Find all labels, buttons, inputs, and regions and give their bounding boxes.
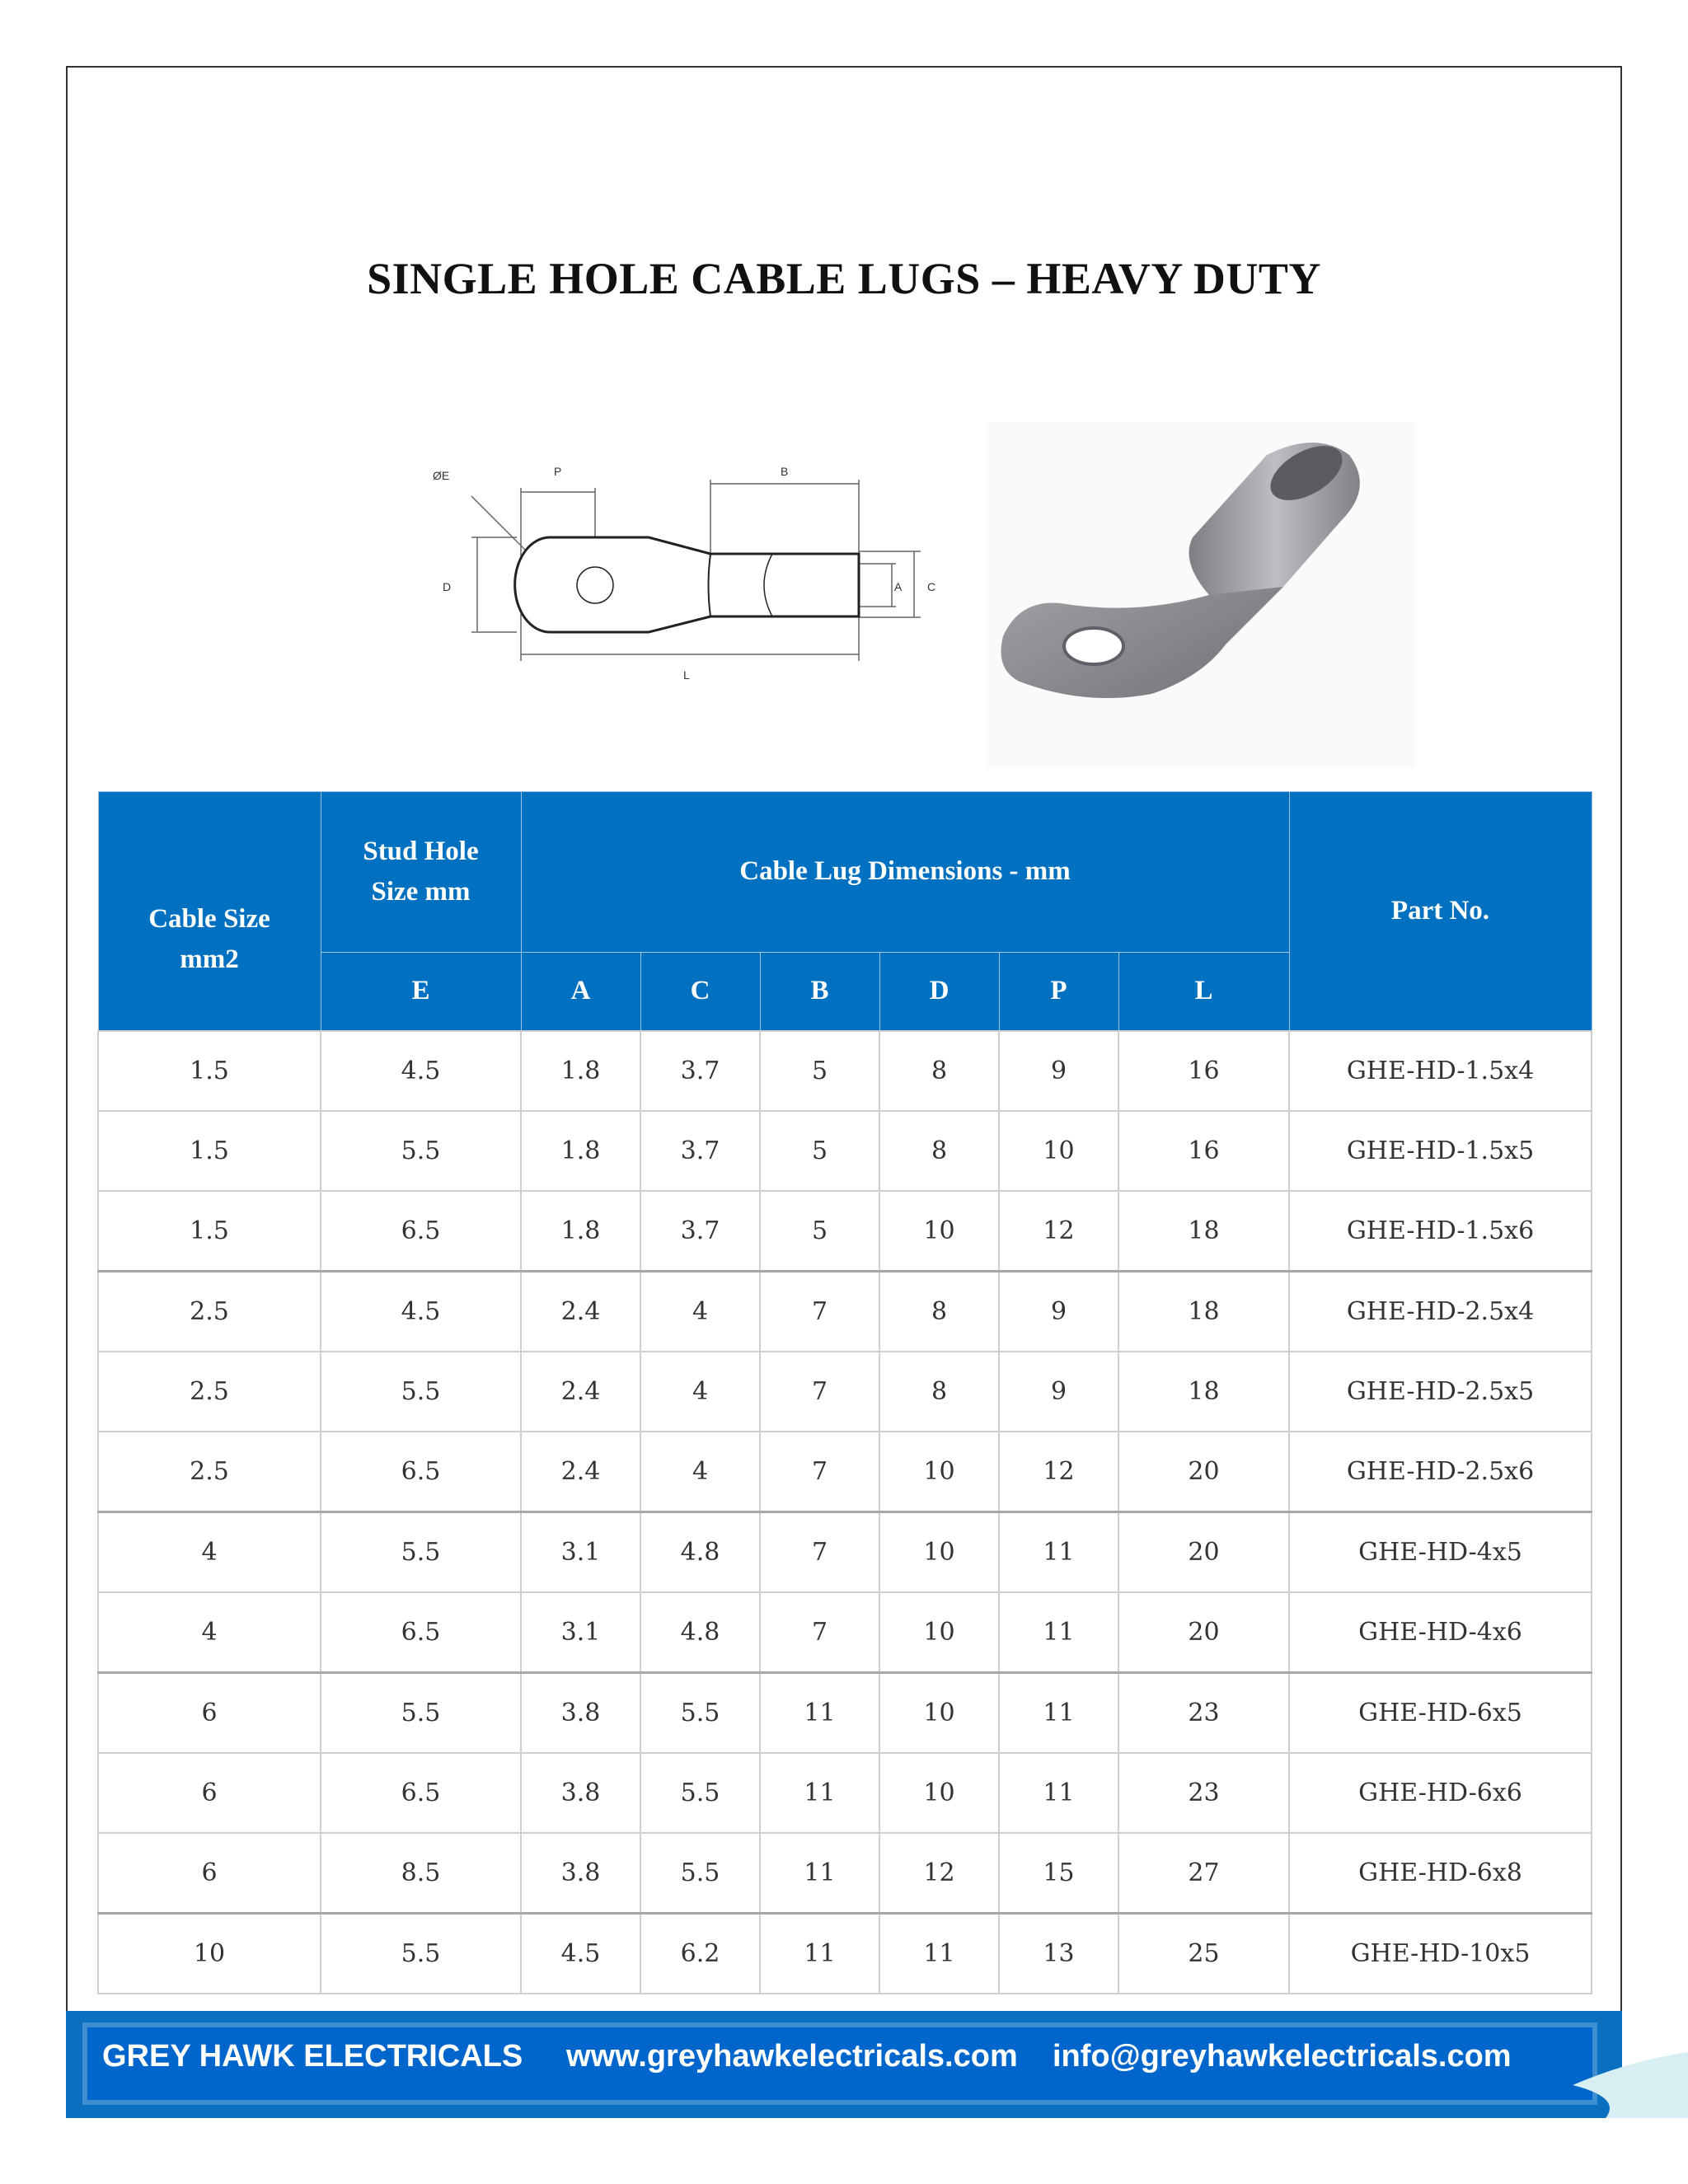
cell-e: 5.5 xyxy=(321,1913,521,1994)
cell-l: 27 xyxy=(1118,1833,1289,1914)
cell-e: 5.5 xyxy=(321,1511,521,1592)
cell-p: 9 xyxy=(999,1352,1118,1432)
cell-p: 12 xyxy=(999,1191,1118,1272)
cell-e: 6.5 xyxy=(321,1432,521,1512)
cable-lug-spec-table xyxy=(97,791,1592,1994)
cell-l: 16 xyxy=(1118,1111,1289,1191)
diagram-label-l: L xyxy=(683,668,690,682)
cell-c: 4.8 xyxy=(640,1511,760,1592)
cell-part-no: GHE-HD-2.5x4 xyxy=(1289,1271,1592,1352)
table-row xyxy=(98,1913,1592,1994)
page-title: SINGLE HOLE CABLE LUGS – HEAVY DUTY xyxy=(367,254,1321,303)
header-l: L xyxy=(1118,953,1289,1031)
header-e: E xyxy=(321,953,521,1031)
cell-cable-size: 1.5 xyxy=(98,1191,321,1272)
table-row xyxy=(98,1271,1592,1352)
diagram-label-p: P xyxy=(554,465,562,478)
cell-a: 1.8 xyxy=(521,1191,640,1272)
cell-d: 10 xyxy=(879,1432,999,1512)
cell-cable-size: 4 xyxy=(98,1511,321,1592)
diagram-label-c: C xyxy=(927,580,936,593)
cell-cable-size: 2.5 xyxy=(98,1271,321,1352)
cell-a: 2.4 xyxy=(521,1271,640,1352)
header-p: P xyxy=(999,953,1118,1031)
header-stud-hole: Stud Hole Size mm xyxy=(321,792,521,953)
cell-c: 3.7 xyxy=(640,1031,760,1111)
header-c: C xyxy=(640,953,760,1031)
cell-l: 25 xyxy=(1118,1913,1289,1994)
cell-cable-size: 4 xyxy=(98,1592,321,1673)
cell-d: 10 xyxy=(879,1511,999,1592)
cell-d: 8 xyxy=(879,1271,999,1352)
cell-cable-size: 6 xyxy=(98,1753,321,1833)
cell-p: 9 xyxy=(999,1031,1118,1111)
cell-l: 18 xyxy=(1118,1271,1289,1352)
footer-website[interactable]: www.greyhawkelectricals.com xyxy=(566,2039,1018,2074)
cell-p: 11 xyxy=(999,1592,1118,1673)
cell-cable-size: 2.5 xyxy=(98,1432,321,1512)
table-row xyxy=(98,1592,1592,1673)
lug-dimension-diagram xyxy=(426,455,954,710)
header-a: A xyxy=(521,953,640,1031)
cell-p: 13 xyxy=(999,1913,1118,1994)
cell-part-no: GHE-HD-4x6 xyxy=(1289,1592,1592,1673)
table-row xyxy=(98,1432,1592,1512)
cell-cable-size: 6 xyxy=(98,1672,321,1753)
cell-p: 11 xyxy=(999,1753,1118,1833)
cell-c: 3.7 xyxy=(640,1191,760,1272)
cell-a: 2.4 xyxy=(521,1352,640,1432)
cell-d: 12 xyxy=(879,1833,999,1914)
cell-p: 11 xyxy=(999,1672,1118,1753)
cell-e: 5.5 xyxy=(321,1672,521,1753)
diagram-label-e: ØE xyxy=(433,469,450,482)
cell-d: 11 xyxy=(879,1913,999,1994)
cell-l: 18 xyxy=(1118,1352,1289,1432)
decorative-swoosh-icon xyxy=(1573,2052,1688,2118)
cell-e: 4.5 xyxy=(321,1031,521,1111)
cell-part-no: GHE-HD-1.5x6 xyxy=(1289,1191,1592,1272)
cell-part-no: GHE-HD-10x5 xyxy=(1289,1913,1592,1994)
cell-c: 6.2 xyxy=(640,1913,760,1994)
cell-cable-size: 1.5 xyxy=(98,1111,321,1191)
cell-part-no: GHE-HD-2.5x5 xyxy=(1289,1352,1592,1432)
table-row xyxy=(98,1191,1592,1272)
cell-cable-size: 1.5 xyxy=(98,1031,321,1111)
cell-a: 3.8 xyxy=(521,1672,640,1753)
footer-banner xyxy=(82,2022,1597,2105)
cell-e: 6.5 xyxy=(321,1753,521,1833)
cell-c: 4.8 xyxy=(640,1592,760,1673)
cell-b: 11 xyxy=(760,1833,879,1914)
cell-c: 4 xyxy=(640,1271,760,1352)
cell-p: 12 xyxy=(999,1432,1118,1512)
cell-c: 5.5 xyxy=(640,1753,760,1833)
cell-a: 3.1 xyxy=(521,1511,640,1592)
cell-e: 8.5 xyxy=(321,1833,521,1914)
cell-p: 10 xyxy=(999,1111,1118,1191)
footer-company: GREY HAWK ELECTRICALS xyxy=(102,2039,523,2074)
cell-part-no: GHE-HD-1.5x5 xyxy=(1289,1111,1592,1191)
table-row xyxy=(98,1111,1592,1191)
cable-lug-photo-icon xyxy=(987,422,1415,768)
table-row xyxy=(98,1352,1592,1432)
diagram-label-b: B xyxy=(781,465,789,478)
cell-d: 10 xyxy=(879,1592,999,1673)
cell-e: 5.5 xyxy=(321,1352,521,1432)
table-row xyxy=(98,1753,1592,1833)
cell-b: 5 xyxy=(760,1191,879,1272)
cell-part-no: GHE-HD-6x8 xyxy=(1289,1833,1592,1914)
cell-l: 23 xyxy=(1118,1753,1289,1833)
cell-e: 4.5 xyxy=(321,1271,521,1352)
cell-part-no: GHE-HD-6x5 xyxy=(1289,1672,1592,1753)
diagram-label-d: D xyxy=(443,580,452,593)
cell-b: 11 xyxy=(760,1672,879,1753)
cell-b: 7 xyxy=(760,1592,879,1673)
cell-b: 11 xyxy=(760,1913,879,1994)
cell-p: 9 xyxy=(999,1271,1118,1352)
diagram-label-a: A xyxy=(894,580,903,593)
cell-l: 23 xyxy=(1118,1672,1289,1753)
header-dimensions: Cable Lug Dimensions - mm xyxy=(521,792,1289,953)
footer-bar xyxy=(66,2011,1622,2118)
cell-b: 7 xyxy=(760,1271,879,1352)
cell-l: 20 xyxy=(1118,1592,1289,1673)
table-row xyxy=(98,1031,1592,1111)
cell-l: 18 xyxy=(1118,1191,1289,1272)
cell-b: 7 xyxy=(760,1352,879,1432)
cell-c: 3.7 xyxy=(640,1111,760,1191)
cell-b: 11 xyxy=(760,1753,879,1833)
cell-part-no: GHE-HD-1.5x4 xyxy=(1289,1031,1592,1111)
cell-a: 3.8 xyxy=(521,1833,640,1914)
cell-e: 6.5 xyxy=(321,1592,521,1673)
cell-e: 6.5 xyxy=(321,1191,521,1272)
cell-cable-size: 2.5 xyxy=(98,1352,321,1432)
table-row xyxy=(98,1672,1592,1753)
cell-a: 2.4 xyxy=(521,1432,640,1512)
cell-a: 1.8 xyxy=(521,1031,640,1111)
cell-d: 8 xyxy=(879,1031,999,1111)
cell-d: 10 xyxy=(879,1672,999,1753)
cell-part-no: GHE-HD-6x6 xyxy=(1289,1753,1592,1833)
footer-email[interactable]: info@greyhawkelectricals.com xyxy=(1052,2039,1512,2074)
footer-contact-line xyxy=(102,2039,1512,2074)
cell-a: 1.8 xyxy=(521,1111,640,1191)
cell-c: 5.5 xyxy=(640,1833,760,1914)
cell-l: 20 xyxy=(1118,1511,1289,1592)
cell-c: 5.5 xyxy=(640,1672,760,1753)
header-b: B xyxy=(760,953,879,1031)
cell-e: 5.5 xyxy=(321,1111,521,1191)
cell-b: 5 xyxy=(760,1031,879,1111)
cell-c: 4 xyxy=(640,1432,760,1512)
cell-b: 7 xyxy=(760,1432,879,1512)
cell-b: 5 xyxy=(760,1111,879,1191)
cell-a: 3.8 xyxy=(521,1753,640,1833)
cell-c: 4 xyxy=(640,1352,760,1432)
cell-d: 8 xyxy=(879,1352,999,1432)
cell-p: 15 xyxy=(999,1833,1118,1914)
cell-cable-size: 6 xyxy=(98,1833,321,1914)
header-part-no: Part No. xyxy=(1289,792,1592,1031)
cell-d: 10 xyxy=(879,1753,999,1833)
cell-b: 7 xyxy=(760,1511,879,1592)
cell-d: 10 xyxy=(879,1191,999,1272)
cell-p: 11 xyxy=(999,1511,1118,1592)
cell-d: 8 xyxy=(879,1111,999,1191)
cell-l: 20 xyxy=(1118,1432,1289,1512)
table-row xyxy=(98,1833,1592,1914)
cell-l: 16 xyxy=(1118,1031,1289,1111)
header-d: D xyxy=(879,953,999,1031)
cell-a: 4.5 xyxy=(521,1913,640,1994)
cell-part-no: GHE-HD-4x5 xyxy=(1289,1511,1592,1592)
header-cable-size: Cable Size mm2 xyxy=(98,792,321,1031)
table-row xyxy=(98,1511,1592,1592)
cell-a: 3.1 xyxy=(521,1592,640,1673)
cell-part-no: GHE-HD-2.5x6 xyxy=(1289,1432,1592,1512)
cell-cable-size: 10 xyxy=(98,1913,321,1994)
